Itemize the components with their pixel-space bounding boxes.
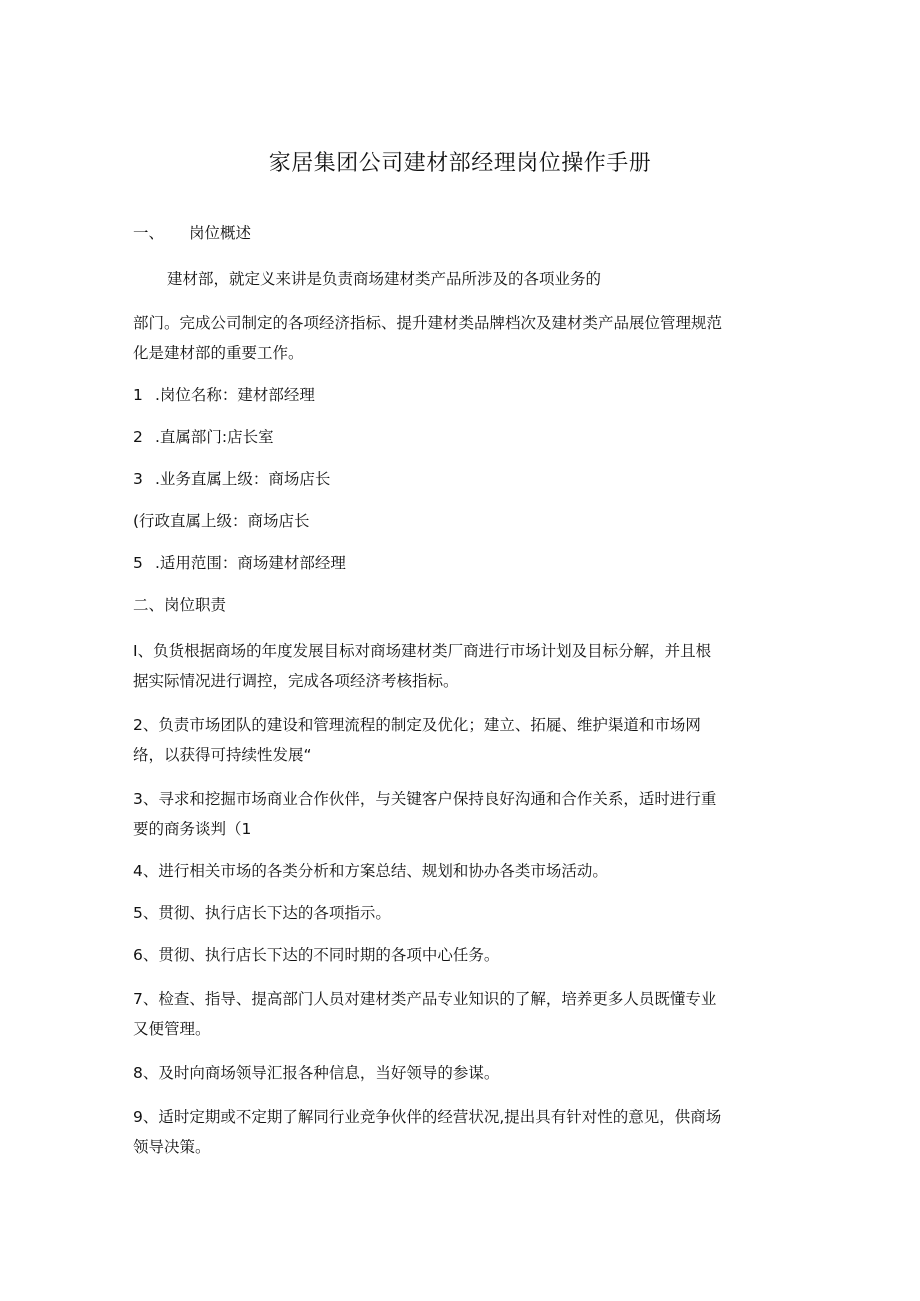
section1-heading [133, 218, 793, 249]
duty-line: 又便管理。 [133, 1020, 211, 1038]
duty-line: 6、贯彻、执行店长下达的不同时期的各项中心任务。 [133, 946, 500, 964]
duty-line: I、负货根据商场的年度发展目标对商场建材类厂商进行市场计划及目标分解，并且根 [133, 642, 712, 660]
section2-heading: 二、岗位职责 [133, 596, 227, 614]
item-text: (行政直属上级：商场店长 [133, 512, 310, 530]
item-text: .适用范围：商场建材部经理 [155, 554, 346, 572]
intro-line-3: 化是建材部的重要工作。 [133, 344, 304, 362]
duty-line: 5、贯彻、执行店长下达的各项指示。 [133, 904, 391, 922]
duty-line: 4、进行相关市场的各类分析和方案总结、规划和协办各类市场活动。 [133, 862, 608, 880]
duty-line: 9、适时定期或不定期了解同行业竞争伙伴的经营状况,提出具有针对性的意见，供商场 [133, 1108, 722, 1126]
overview-item [133, 464, 793, 495]
intro-line-2: 部门。完成公司制定的各项经济指标、提升建材类品牌档次及建材类产品展位管理规范 [133, 314, 723, 332]
duty-line: 要的商务谈判（1 [133, 820, 252, 838]
item-text: .岗位名称：建材部经理 [155, 386, 315, 404]
duty-line: 7、检查、指导、提高部门人员对建材类产品专业知识的了解，培养更多人员既懂专业 [133, 990, 717, 1008]
overview-item [133, 506, 793, 537]
duty-line: 2、负责市场团队的建设和管理流程的制定及优化；建立、拓屣、维护渠道和市场网 [133, 716, 701, 734]
overview-item [133, 380, 793, 411]
item-text: .直属部门:店长室 [155, 428, 274, 446]
item-number: 2 [133, 428, 143, 446]
document-title: 家居集团公司建材部经理岗位操作手册 [268, 151, 652, 176]
section1-title: 岗位概述 [189, 224, 252, 242]
duty-line: 领导决策。 [133, 1138, 211, 1156]
item-text: .业务直属上级：商场店长 [155, 470, 331, 488]
item-number: 1 [133, 386, 143, 404]
intro-line-1: 建材部，就定义来讲是负责商场建材类产品所涉及的各项业务的 [167, 270, 602, 288]
overview-item [133, 548, 793, 579]
overview-item [133, 422, 793, 453]
item-number: 5 [133, 554, 143, 572]
section1-number: 一、 [133, 224, 165, 242]
duty-line: 8、及时向商场领导汇报各种信息，当好领导的参谋。 [133, 1064, 500, 1082]
duty-line: 据实际情况进行调控，完成各项经济考核指标。 [133, 672, 459, 690]
duty-line: 络，以获得可持续性发展“ [133, 746, 312, 764]
item-number: 3 [133, 470, 143, 488]
duty-line: 3、寻求和挖掘市场商业合作伙伴，与关键客户保持良好沟通和合作关系，适时进行重 [133, 790, 717, 808]
